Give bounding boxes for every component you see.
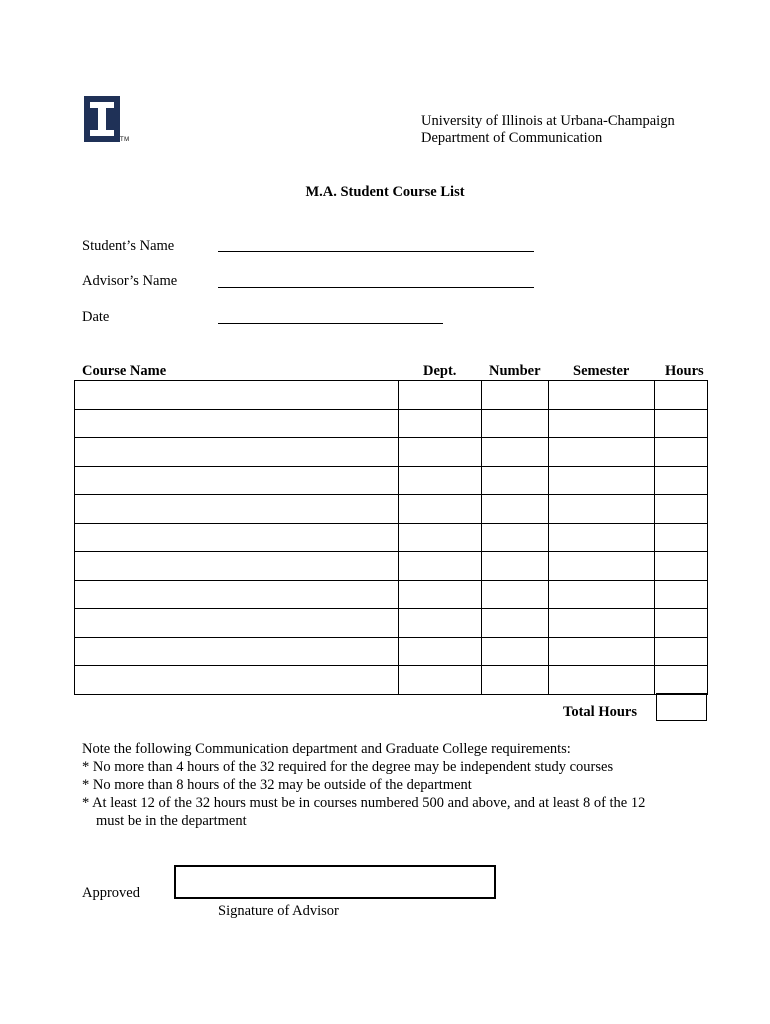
date-field[interactable]: [218, 323, 443, 324]
course-name-cell[interactable]: [75, 466, 399, 495]
signature-caption: Signature of Advisor: [218, 903, 339, 919]
table-row: [75, 466, 708, 495]
advisor-name-label: Advisor’s Name: [82, 273, 178, 289]
date-label: Date: [82, 309, 110, 325]
dept-cell[interactable]: [399, 495, 482, 524]
total-hours-label: Total Hours: [563, 704, 637, 720]
semester-cell[interactable]: [549, 409, 655, 438]
number-cell[interactable]: [482, 409, 549, 438]
course-name-cell[interactable]: [75, 580, 399, 609]
semester-cell[interactable]: [549, 466, 655, 495]
table-row: [75, 523, 708, 552]
note-item: * At least 12 of the 32 hours must be in courses numbered 500 and above, and at least 8 of the 12: [82, 795, 646, 811]
hours-cell[interactable]: [655, 637, 708, 666]
semester-cell[interactable]: [549, 580, 655, 609]
column-header-course-name: Course Name: [82, 363, 167, 379]
number-cell[interactable]: [482, 609, 549, 638]
hours-cell[interactable]: [655, 495, 708, 524]
column-header-hours: Hours: [665, 363, 704, 379]
university-logo: [84, 96, 120, 142]
dept-cell[interactable]: [399, 666, 482, 695]
total-hours-field[interactable]: [656, 693, 707, 721]
note-item: * No more than 8 hours of the 32 may be outside of the department: [82, 777, 472, 793]
course-name-cell[interactable]: [75, 552, 399, 581]
course-name-cell[interactable]: [75, 438, 399, 467]
table-row: [75, 438, 708, 467]
semester-cell[interactable]: [549, 666, 655, 695]
number-cell[interactable]: [482, 466, 549, 495]
course-name-cell[interactable]: [75, 381, 399, 410]
dept-cell[interactable]: [399, 552, 482, 581]
department-name: Department of Communication: [421, 130, 603, 146]
dept-cell[interactable]: [399, 409, 482, 438]
semester-cell[interactable]: [549, 609, 655, 638]
hours-cell[interactable]: [655, 580, 708, 609]
column-header-semester: Semester: [573, 363, 630, 379]
course-name-cell[interactable]: [75, 495, 399, 524]
course-name-cell[interactable]: [75, 666, 399, 695]
approved-label: Approved: [82, 885, 140, 901]
semester-cell[interactable]: [549, 523, 655, 552]
table-row: [75, 609, 708, 638]
number-cell[interactable]: [482, 523, 549, 552]
column-header-number: Number: [489, 363, 541, 379]
hours-cell[interactable]: [655, 666, 708, 695]
table-row: [75, 381, 708, 410]
number-cell[interactable]: [482, 580, 549, 609]
student-name-label: Student’s Name: [82, 238, 175, 254]
table-row: [75, 495, 708, 524]
note-intro: Note the following Communication department and Graduate College requirements:: [82, 741, 571, 757]
hours-cell[interactable]: [655, 438, 708, 467]
page-title: M.A. Student Course List: [305, 184, 465, 200]
table-row: [75, 666, 708, 695]
hours-cell[interactable]: [655, 409, 708, 438]
dept-cell[interactable]: [399, 466, 482, 495]
semester-cell[interactable]: [549, 495, 655, 524]
student-name-field[interactable]: [218, 251, 534, 252]
dept-cell[interactable]: [399, 438, 482, 467]
trademark-mark: TM: [120, 137, 130, 143]
course-name-cell[interactable]: [75, 637, 399, 666]
table-row: [75, 409, 708, 438]
number-cell[interactable]: [482, 495, 549, 524]
number-cell[interactable]: [482, 637, 549, 666]
number-cell[interactable]: [482, 438, 549, 467]
table-row: [75, 552, 708, 581]
university-name: University of Illinois at Urbana-Champaign: [421, 113, 675, 129]
hours-cell[interactable]: [655, 466, 708, 495]
hours-cell[interactable]: [655, 609, 708, 638]
course-table: [74, 380, 708, 695]
note-item-continued: must be in the department: [96, 813, 247, 829]
semester-cell[interactable]: [549, 438, 655, 467]
course-name-cell[interactable]: [75, 523, 399, 552]
dept-cell[interactable]: [399, 637, 482, 666]
dept-cell[interactable]: [399, 381, 482, 410]
semester-cell[interactable]: [549, 552, 655, 581]
number-cell[interactable]: [482, 552, 549, 581]
column-header-dept: Dept.: [423, 363, 457, 379]
hours-cell[interactable]: [655, 552, 708, 581]
table-row: [75, 580, 708, 609]
semester-cell[interactable]: [549, 381, 655, 410]
dept-cell[interactable]: [399, 609, 482, 638]
hours-cell[interactable]: [655, 381, 708, 410]
number-cell[interactable]: [482, 381, 549, 410]
dept-cell[interactable]: [399, 580, 482, 609]
note-item: * No more than 4 hours of the 32 required for the degree may be independent study courses: [82, 759, 614, 775]
course-name-cell[interactable]: [75, 609, 399, 638]
dept-cell[interactable]: [399, 523, 482, 552]
hours-cell[interactable]: [655, 523, 708, 552]
table-row: [75, 637, 708, 666]
course-name-cell[interactable]: [75, 409, 399, 438]
semester-cell[interactable]: [549, 637, 655, 666]
advisor-signature-field[interactable]: [174, 865, 496, 899]
advisor-name-field[interactable]: [218, 287, 534, 288]
number-cell[interactable]: [482, 666, 549, 695]
